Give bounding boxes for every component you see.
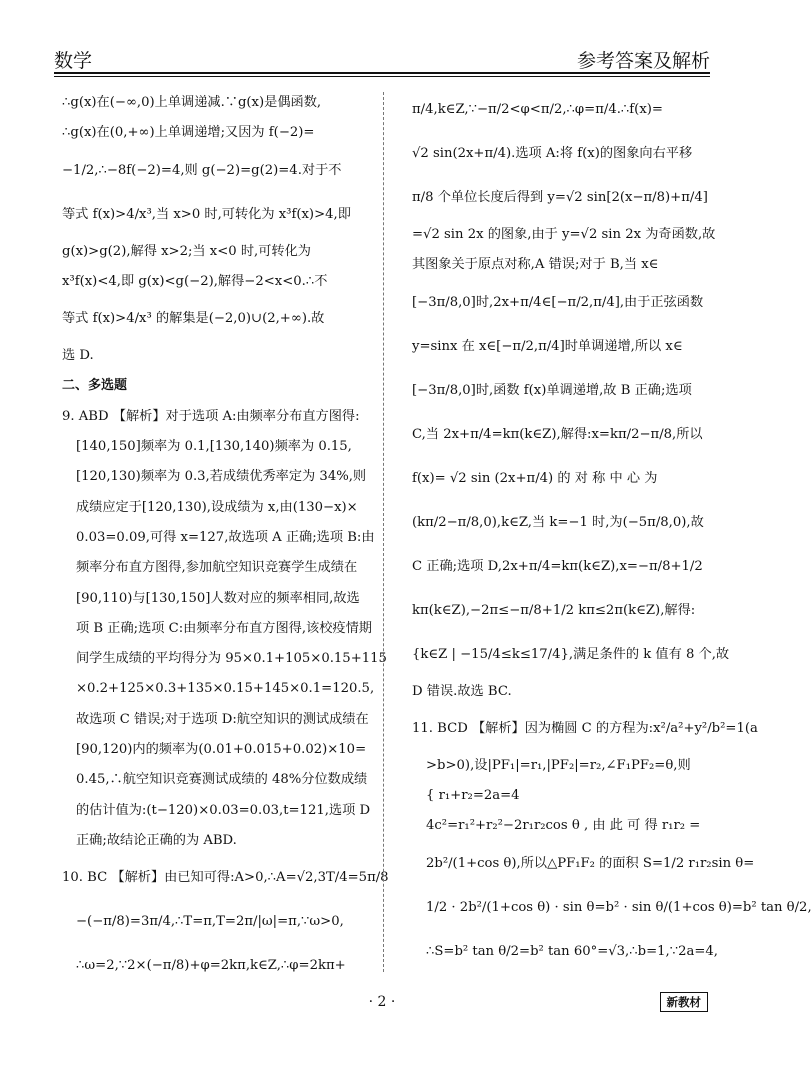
text-line: [140,150]频率为 0.1,[130,140)频率为 0.15, <box>76 439 352 455</box>
text-line: 等式 f(x)>4/x³ 的解集是(−2,0)∪(2,+∞).故 <box>62 311 325 327</box>
text-line: 间学生成绩的平均得分为 95×0.1+105×0.15+115 <box>76 651 387 667</box>
text-line: 项 B 正确;选项 C:由频率分布直方图得,该校疫情期 <box>76 620 372 636</box>
text-line: C 正确;选项 D,2x+π/4=kπ(k∈Z),x=−π/8+1/2 <box>412 558 703 574</box>
text-line: 成绩应定于[120,130),设成绩为 x,由(130−x)× <box>76 499 358 515</box>
text-line: 9. ABD 【解析】对于选项 A:由频率分布直方图得: <box>62 408 360 424</box>
text-line: { r₁+r₂=2a=4 <box>426 788 520 804</box>
right-column <box>412 88 812 974</box>
header-title: 参考答案及解析 <box>576 50 710 72</box>
text-line: >b>0),设|PF₁|=r₁,|PF₂|=r₂,∠F₁PF₂=θ,则 <box>426 757 691 773</box>
left-column <box>62 88 389 988</box>
text-line: π/8 个单位长度后得到 y=√2 sin[2(x−π/8)+π/4] <box>412 190 708 205</box>
text-line: π/4,k∈Z,∵−π/2<φ<π/2,∴φ=π/4.∴f(x)= <box>412 102 663 117</box>
page-number: · 2 · <box>368 994 396 1010</box>
text-line: 2b²/(1+cos θ),所以△PF₁F₂ 的面积 S=1/2 r₁r₂sin θ= <box>426 855 755 871</box>
text-line: (kπ/2−π/8,0),k∈Z,当 k=−1 时,为(−5π/8,0),故 <box>412 514 704 530</box>
text-line: 其图象关于原点对称,A 错误;对于 B,当 x∈ <box>412 257 659 273</box>
header-rule-thick <box>54 72 710 74</box>
text-line: 1/2 · 2b²/(1+cos θ) · sin θ=b² · sin θ/(1+cos θ)=b² tan θ/2, <box>426 899 812 915</box>
text-line: ∴g(x)在(−∞,0)上单调递减.∵g(x)是偶函数, <box>62 95 322 110</box>
text-line: ×0.2+125×0.3+135×0.15+145×0.1=120.5, <box>76 681 375 697</box>
text-line: y=sinx 在 x∈[−π/2,π/4]时单调递增,所以 x∈ <box>412 338 683 354</box>
subject-label: 数学 <box>54 50 93 72</box>
edition-badge: 新教材 <box>660 992 709 1012</box>
text-line: 11. BCD 【解析】因为椭圆 C 的方程为:x²/a²+y²/b²=1(a <box>412 720 758 736</box>
text-line: −1/2,∴−8f(−2)=4,则 g(−2)=g(2)=4.对于不 <box>62 162 342 178</box>
text-line: 0.03=0.09,可得 x=127,故选项 A 正确;选项 B:由 <box>76 529 375 545</box>
text-line: kπ(k∈Z),−2π≤−π/8+1/2 kπ≤2π(k∈Z),解得: <box>412 602 696 618</box>
text-line: [120,130)频率为 0.3,若成绩优秀率定为 34%,则 <box>76 469 367 485</box>
text-line: C,当 2x+π/4=kπ(k∈Z),解得:x=kπ/2−π/8,所以 <box>412 426 703 442</box>
text-line: ∴g(x)在(0,+∞)上单调递增;又因为 f(−2)= <box>62 125 315 141</box>
text-line: 10. BC 【解析】由已知可得:A>0,∴A=√2,3T/4=5π/8 <box>62 870 389 886</box>
text-line: 正确;故结论正确的为 ABD. <box>76 832 237 848</box>
column-divider <box>383 92 384 972</box>
text-line: =√2 sin 2x 的图象,由于 y=√2 sin 2x 为奇函数,故 <box>412 227 716 242</box>
text-line: g(x)>g(2),解得 x>2;当 x<0 时,可转化为 <box>62 243 311 259</box>
text-line: 等式 f(x)>4/x³,当 x>0 时,可转化为 x³f(x)>4,即 <box>62 206 351 222</box>
section-heading: 二、多选题 <box>62 378 128 394</box>
text-line: [−3π/8,0]时,2x+π/4∈[−π/2,π/4],由于正弦函数 <box>412 294 704 310</box>
text-line: 4c²=r₁²+r₂²−2r₁r₂cos θ , 由 此 可 得 r₁r₂ = <box>426 818 701 834</box>
text-line: 选 D. <box>62 348 94 364</box>
text-line: 频率分布直方图得,参加航空知识竞赛学生成绩在 <box>76 560 358 576</box>
text-line: ∴S=b² tan θ/2=b² tan 60°=√3,∴b=1,∵2a=4, <box>426 943 718 959</box>
text-line: −(−π/8)=3π/4,∴T=π,T=2π/|ω|=π,∵ω>0, <box>76 914 344 930</box>
text-line: f(x)= √2 sin (2x+π/4) 的 对 称 中 心 为 <box>412 470 658 486</box>
text-line: [90,110)与[130,150]人数对应的频率相同,故选 <box>76 590 360 606</box>
text-line: √2 sin(2x+π/4).选项 A:将 f(x)的图象向右平移 <box>412 146 693 161</box>
text-line: ∴ω=2,∵2×(−π/8)+φ=2kπ,k∈Z,∴φ=2kπ+ <box>76 958 346 974</box>
text-line: 故选项 C 错误;对于选项 D:航空知识的测试成绩在 <box>76 711 369 727</box>
text-line: D 错误.故选 BC. <box>412 683 512 699</box>
text-line: [−3π/8,0]时,函数 f(x)单调递增,故 B 正确;选项 <box>412 382 692 398</box>
text-line: x³f(x)<4,即 g(x)<g(−2),解得−2<x<0.∴不 <box>62 273 328 289</box>
text-line: [90,120)内的频率为(0.01+0.015+0.02)×10= <box>76 742 367 758</box>
text-line: 0.45,∴航空知识竞赛测试成绩的 48%分位数成绩 <box>76 772 368 788</box>
header-rule-thin <box>54 76 710 77</box>
text-line: {k∈Z | −15/4≤k≤17/4},满足条件的 k 值有 8 个,故 <box>412 646 730 662</box>
text-line: 的估计值为:(t−120)×0.03=0.03,t=121,选项 D <box>76 802 371 818</box>
